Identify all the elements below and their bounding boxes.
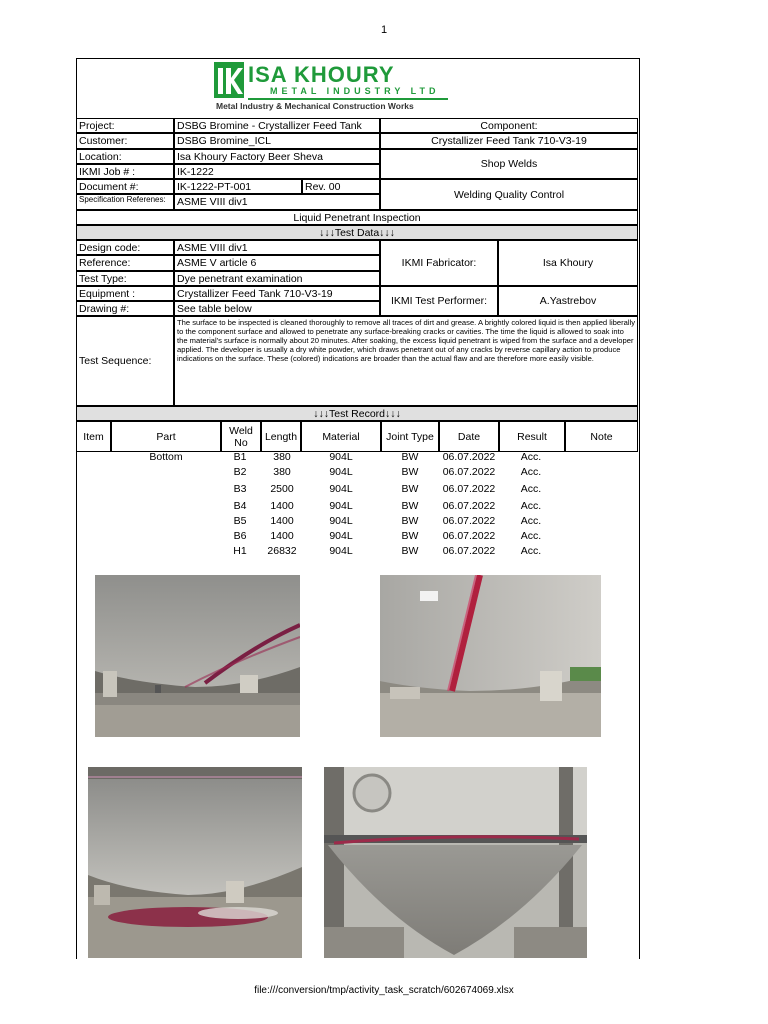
joint-type: BW <box>401 466 419 478</box>
material: 904L <box>329 500 353 512</box>
joint-type: BW <box>401 515 419 527</box>
drawing-value: See table below <box>174 301 380 316</box>
length: 26832 <box>267 545 297 557</box>
document-label: Document #: <box>76 179 174 194</box>
col-note: Note <box>565 421 638 452</box>
weld-no: B2 <box>233 466 247 478</box>
col-date: Date <box>439 421 499 452</box>
date: 06.07.2022 <box>442 483 496 495</box>
inspection-photo-4 <box>324 767 587 958</box>
customer-label: Customer: <box>76 133 174 149</box>
col-item: Item <box>76 421 111 452</box>
material: 904L <box>329 483 353 495</box>
test-record-title: ↓↓↓Test Record↓↓↓ <box>76 406 638 421</box>
ik-logo-icon <box>214 62 244 98</box>
equipment-value: Crystallizer Feed Tank 710-V3-19 <box>174 286 380 301</box>
material: 904L <box>329 451 353 463</box>
design-code-value: ASME VIII div1 <box>174 240 380 255</box>
test-sequence-label: Test Sequence: <box>76 316 174 406</box>
col-material: Material <box>301 421 381 452</box>
company-logo <box>214 62 454 114</box>
joint-type: BW <box>401 451 419 463</box>
company-subtitle: METAL INDUSTRY LTD <box>270 86 440 96</box>
weld-no: H1 <box>233 545 247 557</box>
result: Acc. <box>520 466 542 478</box>
length: 380 <box>273 466 291 478</box>
fabricator-value: Isa Khoury <box>498 240 638 286</box>
project-value: DSBG Bromine - Crystallizer Feed Tank <box>174 118 380 133</box>
col-joint-type: Joint Type <box>381 421 439 452</box>
length: 1400 <box>270 530 294 542</box>
date: 06.07.2022 <box>442 515 496 527</box>
performer-value: A.Yastrebov <box>498 286 638 316</box>
shop-welds: Shop Welds <box>380 149 638 179</box>
material: 904L <box>329 530 353 542</box>
result: Acc. <box>520 545 542 557</box>
inspection-title: Liquid Penetrant Inspection <box>76 210 638 225</box>
weld-no: B6 <box>233 530 247 542</box>
length: 1400 <box>270 500 294 512</box>
job-label: IKMI Job # : <box>76 164 174 179</box>
material: 904L <box>329 545 353 557</box>
date: 06.07.2022 <box>442 530 496 542</box>
material: 904L <box>329 515 353 527</box>
inspection-photo-1 <box>95 575 300 737</box>
weld-no: B3 <box>233 483 247 495</box>
col-weld-no: Weld No <box>221 421 261 452</box>
weld-no: B5 <box>233 515 247 527</box>
result: Acc. <box>520 530 542 542</box>
company-tagline: Metal Industry & Mechanical Construction Works <box>216 101 414 111</box>
inspection-photo-2 <box>380 575 601 737</box>
revision-value: Rev. 00 <box>302 179 380 194</box>
test-type-label: Test Type: <box>76 271 174 286</box>
location-label: Location: <box>76 149 174 164</box>
job-value: IK-1222 <box>174 164 380 179</box>
performer-label: IKMI Test Performer: <box>380 286 498 316</box>
page-number: 1 <box>380 24 388 36</box>
date: 06.07.2022 <box>442 451 496 463</box>
document-value: IK-1222-PT-001 <box>174 179 302 194</box>
project-label: Project: <box>76 118 174 133</box>
inspection-photo-3 <box>88 767 302 958</box>
design-code-label: Design code: <box>76 240 174 255</box>
part-bottom: Bottom <box>149 451 183 463</box>
test-type-value: Dye penetrant examination <box>174 271 380 286</box>
file-path-footer: file:///conversion/tmp/activity_task_scratch/602674069.xlsx <box>254 985 514 996</box>
joint-type: BW <box>401 545 419 557</box>
joint-type: BW <box>401 530 419 542</box>
col-length: Length <box>261 421 301 452</box>
test-data-title: ↓↓↓Test Data↓↓↓ <box>76 225 638 240</box>
fabricator-label: IKMI Fabricator: <box>380 240 498 286</box>
spec-label: Specification Referenes: <box>76 194 174 210</box>
company-name: ISA KHOURY <box>248 62 395 87</box>
result: Acc. <box>520 515 542 527</box>
drawing-label: Drawing #: <box>76 301 174 316</box>
component-label: Component: <box>380 118 638 133</box>
col-part: Part <box>111 421 221 452</box>
date: 06.07.2022 <box>442 545 496 557</box>
length: 380 <box>273 451 291 463</box>
result: Acc. <box>520 451 542 463</box>
customer-value: DSBG Bromine_ICL <box>174 133 380 149</box>
length: 2500 <box>270 483 294 495</box>
date: 06.07.2022 <box>442 500 496 512</box>
weld-no: B4 <box>233 500 247 512</box>
result: Acc. <box>520 500 542 512</box>
welding-quality-control: Welding Quality Control <box>380 179 638 210</box>
spec-value: ASME VIII div1 <box>174 194 380 210</box>
test-sequence-text: The surface to be inspected is cleaned thoroughly to remove all traces of dirt and grease. A brightly colored liquid is then applied liberally to the component surface and allowed to penetrate any surface-breaking cracks or cavities. The time the liquid is allowed to soak into the material's surface is normally about 20 minutes. After soaking, the excess liquid penetrant is wiped from the surface and a developer applied. The developer is usually a dry white powder, which draws penetrant out of any cracks by reverse capillary action to produce indications on the surface. These (colored) indications are broader than the actual flaw and are therefore more easily visible. <box>174 316 638 406</box>
equipment-label: Equipment : <box>76 286 174 301</box>
location-value: Isa Khoury Factory Beer Sheva <box>174 149 380 164</box>
result: Acc. <box>520 483 542 495</box>
reference-label: Reference: <box>76 255 174 271</box>
length: 1400 <box>270 515 294 527</box>
joint-type: BW <box>401 483 419 495</box>
material: 904L <box>329 466 353 478</box>
reference-value: ASME V article 6 <box>174 255 380 271</box>
date: 06.07.2022 <box>442 466 496 478</box>
joint-type: BW <box>401 500 419 512</box>
weld-no: B1 <box>233 451 247 463</box>
component-value: Crystallizer Feed Tank 710-V3-19 <box>380 133 638 149</box>
col-result: Result <box>499 421 565 452</box>
